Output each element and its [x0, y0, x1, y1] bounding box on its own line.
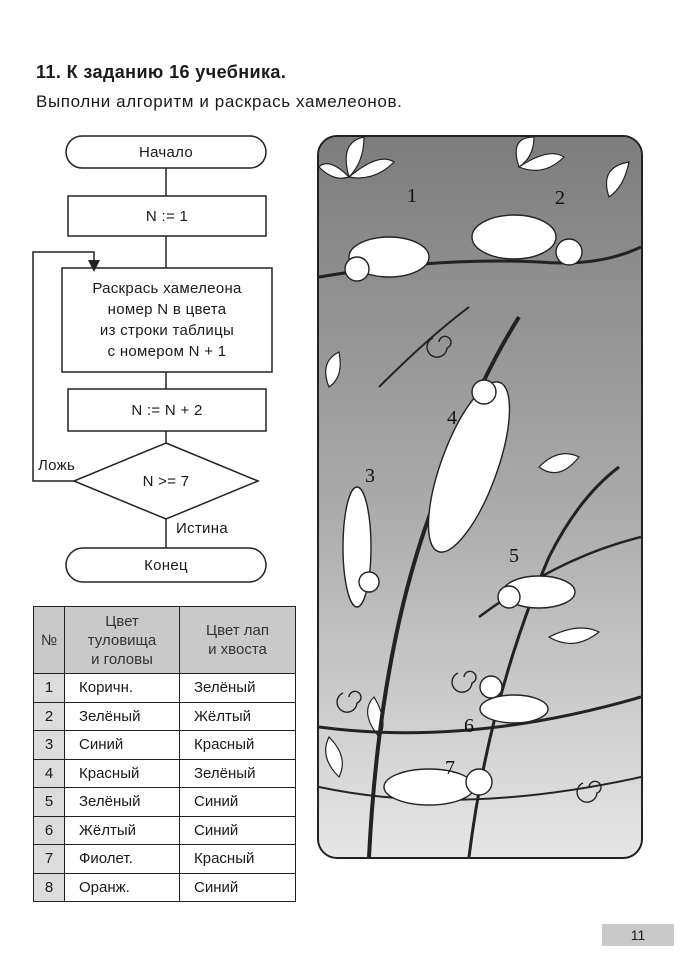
- table-row: [34, 788, 296, 817]
- header-number: №: [34, 607, 65, 674]
- table-row: [34, 873, 296, 902]
- body-color-cell: Оранж.: [65, 873, 180, 902]
- action-line-3: из строки таблицы: [99, 322, 235, 339]
- chameleon-number-1: 1: [407, 185, 417, 207]
- legs-color-cell: Синий: [180, 788, 296, 817]
- header-body-line-1: Цвет: [105, 612, 139, 630]
- legs-color-cell: Синий: [180, 816, 296, 845]
- row-number: 8: [34, 873, 65, 902]
- body-color-cell: Коричн.: [65, 674, 180, 703]
- chameleon-number-4: 4: [447, 407, 457, 429]
- body-color-cell: Зелёный: [65, 788, 180, 817]
- body-color-cell: Зелёный: [65, 702, 180, 731]
- legs-color-cell: Жёлтый: [180, 702, 296, 731]
- jungle-drawing: [319, 137, 641, 857]
- legs-color-cell: Синий: [180, 873, 296, 902]
- legs-color-cell: Зелёный: [180, 674, 296, 703]
- table-row: [34, 759, 296, 788]
- flowchart: [0, 0, 300, 600]
- chameleon-illustration: [317, 135, 643, 859]
- chameleon-number-3: 3: [365, 465, 375, 487]
- action-line-4: с номером N + 1: [107, 343, 227, 360]
- row-number: 7: [34, 845, 65, 874]
- header-legs-line-2: и хвоста: [208, 641, 267, 658]
- row-number: 6: [34, 816, 65, 845]
- chameleon-number-6: 6: [464, 715, 474, 737]
- action-label: [62, 278, 272, 362]
- table-row: [34, 702, 296, 731]
- table-row: [34, 674, 296, 703]
- color-table: [33, 606, 296, 902]
- false-label: Ложь: [38, 457, 76, 474]
- row-number: 4: [34, 759, 65, 788]
- start-label: Начало: [138, 144, 194, 161]
- page-number: 11: [602, 924, 674, 946]
- body-color-cell: Красный: [65, 759, 180, 788]
- header-body-color: [65, 607, 180, 674]
- action-line-1: Раскрась хамелеона: [92, 280, 242, 297]
- table-row: [34, 731, 296, 760]
- body-color-cell: Жёлтый: [65, 816, 180, 845]
- body-color-cell: Синий: [65, 731, 180, 760]
- header-legs-line-1: Цвет лап: [206, 622, 269, 639]
- table-row: [34, 845, 296, 874]
- body-color-cell: Фиолет.: [65, 845, 180, 874]
- init-label: N := 1: [145, 208, 189, 225]
- row-number: 5: [34, 788, 65, 817]
- row-number: 2: [34, 702, 65, 731]
- header-body-line-2: туловища: [87, 631, 157, 649]
- chameleon-number-5: 5: [509, 545, 519, 567]
- chameleon-number-2: 2: [555, 187, 565, 209]
- end-label: Конец: [144, 557, 188, 574]
- header-body-line-3: и головы: [91, 650, 153, 668]
- condition-label: N >= 7: [142, 473, 190, 490]
- chameleon-number-7: 7: [445, 757, 455, 779]
- true-label: Истина: [176, 520, 228, 537]
- legs-color-cell: Зелёный: [180, 759, 296, 788]
- legs-color-cell: Красный: [180, 845, 296, 874]
- row-number: 3: [34, 731, 65, 760]
- increment-label: N := N + 2: [131, 402, 203, 419]
- action-line-2: номер N в цвета: [107, 301, 227, 318]
- legs-color-cell: Красный: [180, 731, 296, 760]
- task-title: 11. К заданию 16 учебника.: [36, 62, 287, 82]
- row-number: 1: [34, 674, 65, 703]
- table-row: [34, 816, 296, 845]
- header-legs-color: [180, 607, 296, 674]
- task-instruction: Выполни алгоритм и раскрась хамелеонов.: [36, 92, 403, 111]
